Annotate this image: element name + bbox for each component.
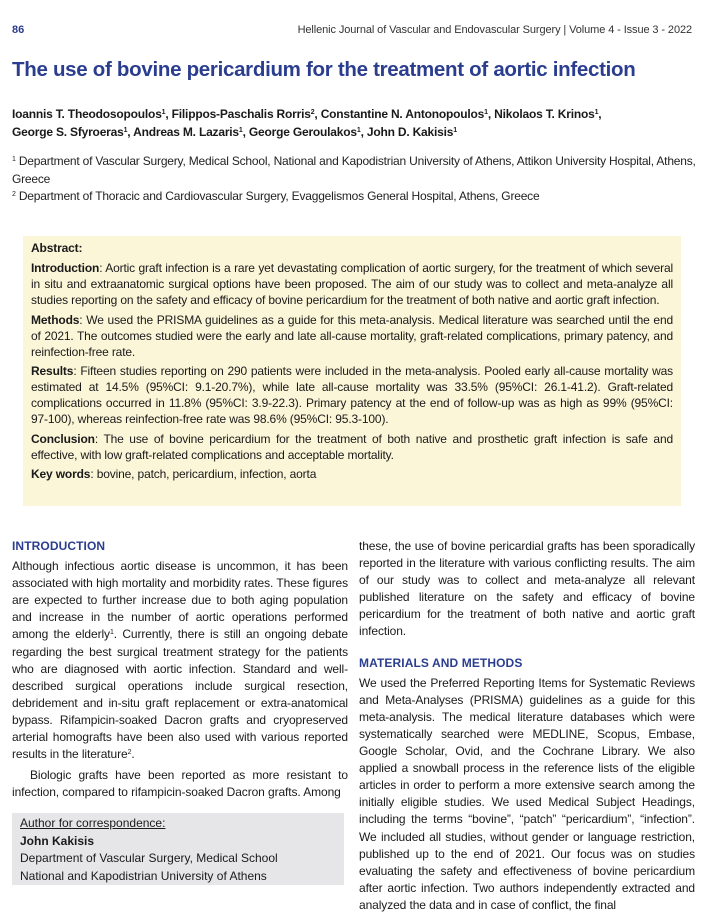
correspondence-title: Author for correspondence: <box>20 816 166 830</box>
correspondence-address-line: National and Kapodistrian University of Athens <box>20 868 267 883</box>
introduction-paragraph-2-continued: these, the use of bovine pericardial grafts has been sporadically reported in the literature with various conflicting results. The aim of our study was to collect and meta-analyze all relevant published literature on the safety and efficacy of bovine pericardium for the treatment of both native and aortic graft infection. <box>359 539 695 639</box>
abstract-heading: Abstract: <box>31 241 83 255</box>
abstract-results: Results: Fifteen studies reporting on 290 patients were included in the meta-analysis. Pooled early all-cause mortality was estimated at 14.5% (95%CI: 9.1-20.7%), while late all-cause mortality was 33.5% (95%CI: 26.1-41.2). Graft-related complications occurred in 11.8% (95%CI: 3.9-22.3). Primary patency at the end of follow-up was as high as 99% (95%CI: 97-100), whereas reinfection-free rate was 98.6% (95%CI: 95.3-100). <box>31 364 673 426</box>
author: George S. Sfyroeras$^1$, <box>12 125 134 139</box>
citation-ref[interactable]: 1 <box>109 629 114 637</box>
affiliation: $^2$ Department of Thoracic and Cardiovascular Surgery, Evaggelismos General Hospital, Athens, Greece <box>12 189 540 203</box>
affiliation: $^1$ Department of Vascular Surgery, Medical School, National and Kapodistrian University of Athens, Attikon University Hospital, Athens, Greece <box>12 154 696 186</box>
abstract-conclusion: Conclusion: The use of bovine pericardium for the treatment of both native and prosthetic graft infection is safe and effective, with low graft-related complications and acceptable mortality. <box>31 431 673 462</box>
correspondence-name: John Kakisis <box>20 833 95 848</box>
affiliations <box>12 153 707 206</box>
citation-ref[interactable]: 2 <box>127 749 132 757</box>
author: Filippos-Paschalis Rorris$^2$, <box>171 107 321 121</box>
introduction-paragraph-2: Biologic grafts have been reported as more resistant to infection, compared to rifampicin-soaked Dacron grafts. Among <box>12 768 348 800</box>
author: Andreas M. Lazaris$^1$, <box>133 125 249 139</box>
introduction-paragraph-1: Although infectious aortic disease is uncommon, it has been associated with high mortality and morbidity rates. These figures are expected to further increase due to both aging population and increase in the number of aortic operations performed among the elderly$^1$. Currently, there is still an ongoing debate regarding the best surgical treatment strategy for the patients who are diagnosed with aortic infection. Standard and well-described surgical operations include surgical resection, debridement and in-situ graft replacement or extra-anatomical bypass. Rifampicin-soaked Dacron grafts and cryopreserved arterial homografts have been also used with various reported results in the literature$^2$. <box>12 559 348 762</box>
right-column <box>359 538 695 914</box>
article-title: The use of bovine pericardium for the treatment of aortic infection <box>12 58 636 81</box>
abstract-introduction: Introduction: Aortic graft infection is a rare yet devastating complication of aortic surgery, for the treatment of which several in situ and extraanatomic surgical options have been proposed. The aim of our study was to collect and meta-analyze all studies reporting on the safety and efficacy of bovine pericardium for the treatment of both native and aortic graft infection. <box>31 261 673 307</box>
author-list <box>12 105 692 141</box>
page-number: 86 <box>12 24 25 36</box>
author: John D. Kakisis$^1$ <box>366 125 457 139</box>
left-column <box>12 538 348 801</box>
author: Ioannis T. Theodosopoulos$^1$, <box>12 107 172 121</box>
methods-heading: MATERIALS AND METHODS <box>359 655 523 670</box>
abstract-methods: Methods: We used the PRISMA guidelines as a guide for this meta-analysis. Medical literature was searched until the end of 2021. The outcomes studied were the early and late all-cause mortality, graft-related complications, primary patency, and reinfection-free rate. <box>31 312 673 359</box>
journal-header: Hellenic Journal of Vascular and Endovascular Surgery | Volume 4 - Issue 3 - 2022 <box>297 24 692 36</box>
abstract-keywords: Key words: bovine, patch, pericardium, infection, aorta <box>31 467 317 481</box>
author: Nikolaos T. Krinos$^1$, <box>494 107 602 121</box>
abstract-box <box>23 236 681 506</box>
methods-paragraph: We used the Preferred Reporting Items for Systematic Reviews and Meta-Analyses (PRISMA) guidelines as a guide for this meta-analysis. The medical literature databases which were systematically searched were MEDLINE, Scopus, Embase, Google Scholar, Ovid, and the Cochrane Library. We also applied a snowball process in the reference lists of the eligible articles in order to perform a more extensive search among the initially eligible studies. We used Medical Subject Headings, including the terms “bovine”, “patch” “pericardium”, “infection”. We included all studies, without gender or language restriction, published up to the end of 2021. Our focus was on studies evaluating the safety and effectiveness of bovine pericardium after aortic infection. Two authors independently extracted and analyzed the data and in case of conflict, the final <box>359 675 695 912</box>
introduction-heading: INTRODUCTION <box>12 539 106 553</box>
correspondence-box <box>12 813 344 885</box>
correspondence-address-line: Department of Vascular Surgery, Medical School <box>20 851 278 865</box>
author: Constantine N. Antonopoulos$^1$, <box>320 107 495 121</box>
author: George Geroulakos$^1$, <box>248 125 367 139</box>
